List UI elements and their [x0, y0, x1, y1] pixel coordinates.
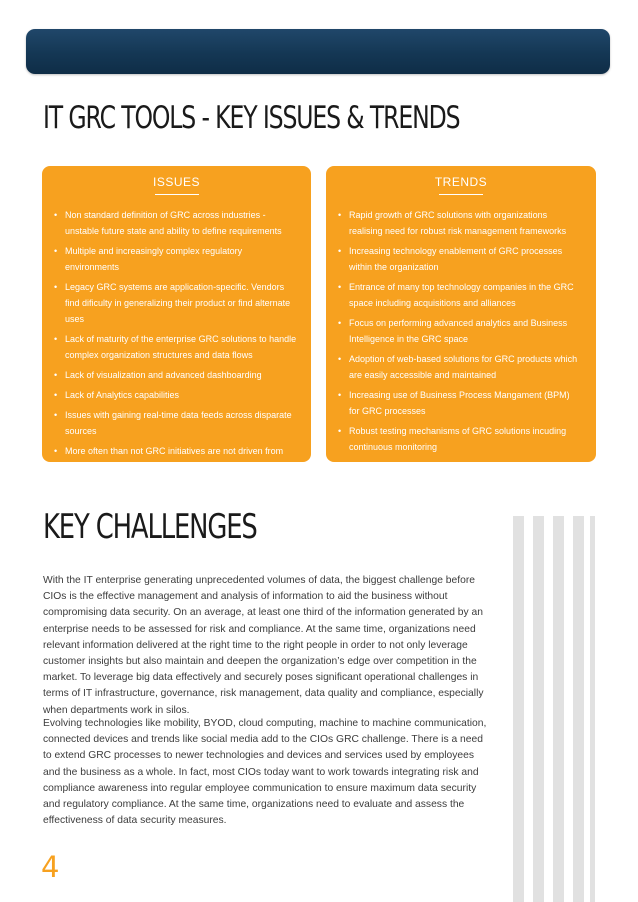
list-item: • Adoption of web-based solutions for GRC products which are easily accessible and maintained [338, 351, 582, 383]
stripe [573, 516, 584, 902]
list-item: • More often than not GRC initiatives are not driven from the top layers of leadership [54, 443, 297, 475]
list-item: • Focus on performing advanced analytics and Business Intelligence in the GRC space [338, 315, 582, 347]
bullet-icon: • [338, 210, 342, 220]
body-paragraph: With the IT enterprise generating unprecedented volumes of data, the biggest challenge before CIOs is the effective management and analysis of information to aid the business without compromising data security. On an average, at least one third of the information generated by an enterprise needs to be assessed for risk and compliance. At the same time, organizations need relevant information delivered at the right time to the right people in order to not only leverage customer insights but also maintain and deepen the organization’s edge over competition in the market. To leverage big data effectively and securely poses significant operational challenges in terms of IT infrastructure, governance, risk management, data quality and compliance, especially when departments work in silos. [43, 575, 484, 716]
list-item: • Entrance of many top technology companies in the GRC space including acquisitions and alliances [338, 279, 582, 311]
bullet-icon: • [338, 282, 342, 292]
list-item: • Robust testing mechanisms of GRC solutions incuding continuous monitoring [338, 423, 582, 455]
bullet-icon: • [54, 446, 58, 456]
list-item: • Issues with gaining real-time data feeds across disparate sources [54, 407, 297, 439]
bullet-icon: • [54, 370, 58, 380]
trends-list [326, 207, 596, 455]
bullet-icon: • [54, 246, 58, 256]
page-number: 4 [41, 850, 60, 884]
stripe [553, 516, 564, 902]
list-item: • Lack of maturity of the enterprise GRC solutions to handle complex organization structures and data flows [54, 331, 297, 363]
bullet-icon: • [338, 354, 342, 364]
list-item: • Lack of Analytics capabilities [54, 387, 297, 403]
section-title: KEY CHALLENGES [43, 507, 257, 547]
bullet-icon: • [54, 410, 58, 420]
bullet-icon: • [54, 282, 58, 292]
issues-title-underline [155, 194, 199, 195]
issues-panel-title: ISSUES [152, 175, 200, 189]
decorative-stripes [513, 516, 595, 902]
bullet-icon: • [338, 246, 342, 256]
trends-panel [326, 166, 596, 462]
page-title: IT GRC TOOLS - KEY ISSUES & TRENDS [43, 100, 460, 136]
trends-title-underline [439, 194, 483, 195]
list-item: • Legacy GRC systems are application-specific. Vendors find dificulty in generalizing their product or find alternate uses [54, 279, 297, 327]
issues-panel [42, 166, 311, 472]
bullet-icon: • [54, 210, 58, 220]
bullet-icon: • [338, 426, 342, 436]
bullet-icon: • [54, 334, 58, 344]
body-paragraph: Evolving technologies like mobility, BYOD, cloud computing, machine to machine communication, connected devices and trends like social media add to the CIOs GRC challenge. There is a need to extend GRC processes to newer technologies and devices and services used by employees and the business as a whole. In fact, most CIOs today want to work towards integrating risk and compliance awareness into regular employee communication to ensure maximum data security and regulatory compliance. At the same time, organizations need to evaluate and assess the effectiveness of data security measures. [43, 718, 487, 827]
stripe [513, 516, 524, 902]
trends-panel-title: TRENDS [434, 175, 488, 189]
issues-list [42, 207, 311, 475]
list-item: • Lack of visualization and advanced dashboarding [54, 367, 297, 383]
list-item: • Non standard definition of GRC across industries - unstable future state and ability to define requirements [54, 207, 297, 239]
bullet-icon: • [338, 390, 342, 400]
stripe [533, 516, 544, 902]
list-item: • Increasing technology enablement of GRC processes within the organization [338, 243, 582, 275]
bullet-icon: • [54, 390, 58, 400]
header-banner [26, 29, 610, 74]
bullet-icon: • [338, 318, 342, 328]
list-item: • Multiple and increasingly complex regulatory environments [54, 243, 297, 275]
list-item: • Increasing use of Business Process Mangament (BPM) for GRC processes [338, 387, 582, 419]
list-item: • Rapid growth of GRC solutions with organizations realising need for robust risk management frameworks [338, 207, 582, 239]
stripe [590, 516, 595, 902]
